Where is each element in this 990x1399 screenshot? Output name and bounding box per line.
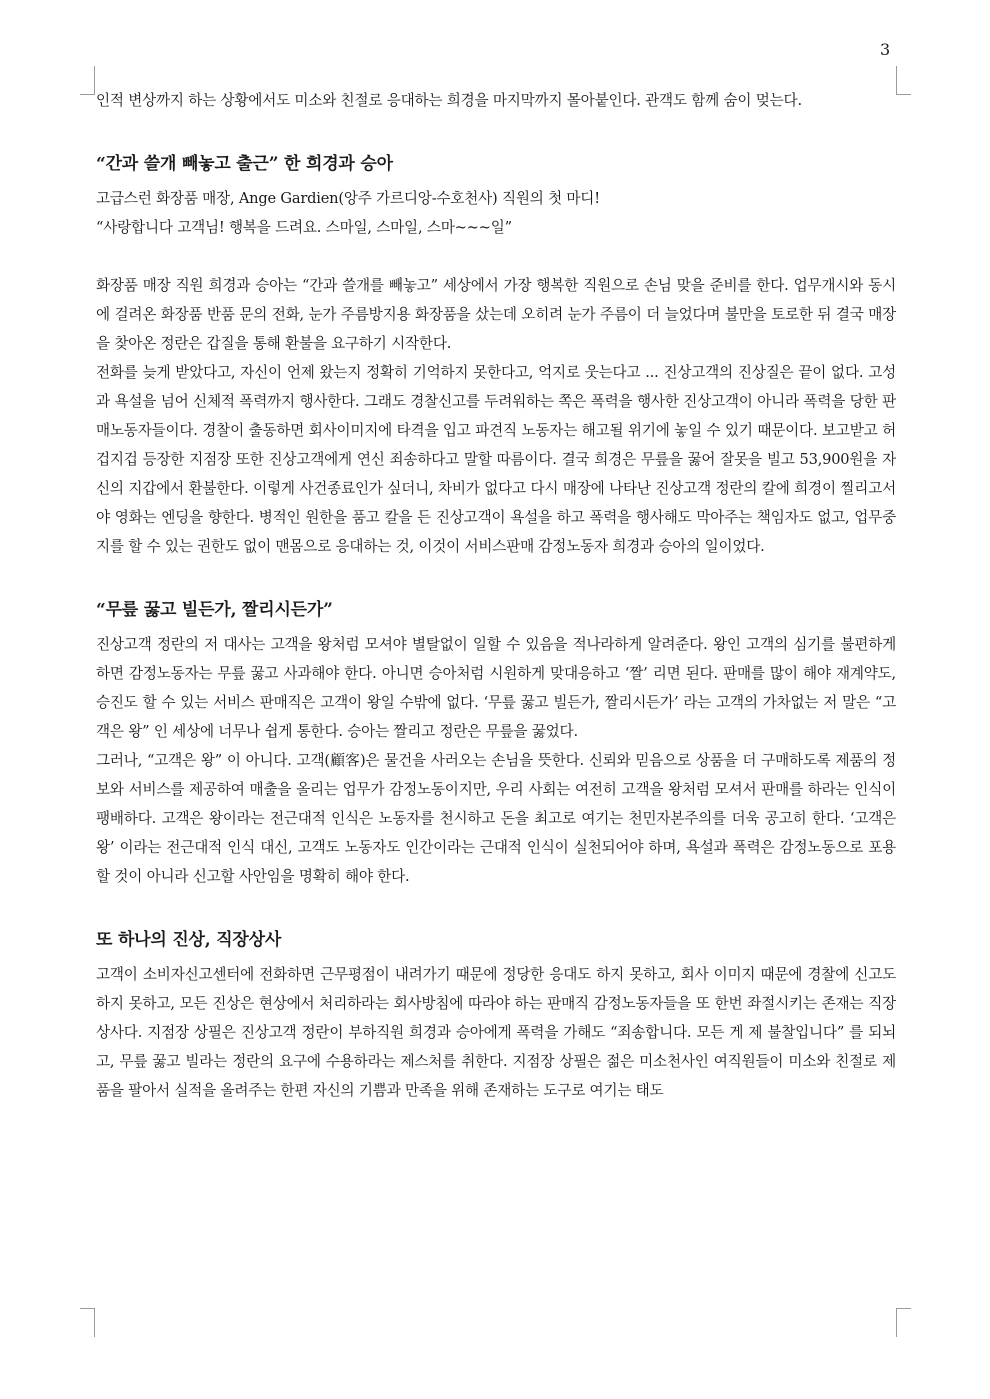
paragraph-spacer bbox=[96, 561, 896, 590]
section-heading: “무릎 꿇고 빌든가, 짤리시든가” bbox=[96, 600, 333, 620]
body-paragraph: 고객이 소비자신고센터에 전화하면 근무평점이 내려가기 때문에 정당한 응대도 하지 못하고, 회사 이미지 때문에 경찰에 신고도 하지 못하고, 모든 진상은 현상에서 처리하라는 회사방침에 따라야 하는 판매직 감정노동자들을 또 한번 좌절시키는 존재는 직장상사다. 지점장 상필은 진상고객 정란이 부하직원 희경과 승아에게 폭력을 가해도 “죄송합니다. 모든 게 제 불찰입니다” 를 되뇌고, 무릎 꿇고 빌라는 정란의 요구에 수용하라는 제스처를 취한다. 지점장 상필은 젊은 미소천사인 여직원들이 미소와 친절로 제품을 팔아서 실적을 올려주는 한편 자신의 기쁨과 만족을 위해 존재하는 도구로 여기는 태도 bbox=[96, 966, 896, 1099]
document-body bbox=[96, 86, 896, 1105]
crop-mark-bottom-right bbox=[896, 1308, 911, 1337]
paragraph-spacer bbox=[96, 115, 896, 144]
body-paragraph: 그러나, “고객은 왕” 이 아니다. 고객(顧客)은 물건을 사러오는 손님을 뜻한다. 신뢰와 믿음으로 상품을 더 구매하도록 제품의 정보와 서비스를 제공하여 매출을 올리는 업무가 감정노동이지만, 우리 사회는 여전히 고객을 왕처럼 모셔서 판매를 하라는 인식이 팽배하다. 고객은 왕이라는 전근대적 인식은 노동자를 천시하고 돈을 최고로 여기는 천민자본주의를 더욱 공고히 한다. ‘고객은 왕’ 이라는 전근대적 인식 대신, 고객도 노동자도 인간이라는 근대적 인식이 실천되어야 하며, 욕설과 폭력은 감정노동으로 포용할 것이 아니라 신고할 사안임을 명확히 해야 한다. bbox=[96, 752, 896, 885]
page-number: 3 bbox=[880, 40, 891, 59]
crop-mark-top-right bbox=[896, 66, 911, 95]
paragraph-spacer bbox=[96, 242, 896, 271]
body-paragraph: 고급스런 화장품 매장, Ange Gardien(앙주 가르디앙-수호천사) 직원의 첫 마디! bbox=[96, 190, 600, 207]
paragraph-spacer bbox=[96, 891, 896, 920]
section-heading: 또 하나의 진상, 직장상사 bbox=[96, 930, 282, 950]
section-heading: “간과 쓸개 빼놓고 출근” 한 희경과 승아 bbox=[96, 154, 393, 174]
body-paragraph: “사랑합니다 고객님! 행복을 드려요. 스마일, 스마일, 스마~~~일” bbox=[96, 219, 512, 236]
body-paragraph: 화장품 매장 직원 희경과 승아는 “간과 쓸개를 빼놓고” 세상에서 가장 행복한 직원으로 손님 맞을 준비를 한다. 업무개시와 동시에 걸려온 화장품 반품 문의 전화, 눈가 주름방지용 화장품을 샀는데 오히려 눈가 주름이 더 늘었다며 불만을 토로한 뒤 결국 매장을 찾아온 정란은 갑질을 통해 환불을 요구하기 시작한다. bbox=[96, 277, 896, 352]
body-paragraph: 인적 변상까지 하는 상황에서도 미소와 친절로 응대하는 희경을 마지막까지 몰아붙인다. 관객도 함께 숨이 멎는다. bbox=[96, 92, 802, 109]
crop-mark-bottom-left bbox=[80, 1308, 95, 1337]
crop-mark-top-left bbox=[80, 66, 95, 95]
body-paragraph: 진상고객 정란의 저 대사는 고객을 왕처럼 모셔야 별탈없이 일할 수 있음을 적나라하게 알려준다. 왕인 고객의 심기를 불편하게 하면 감정노동자는 무릎 꿇고 사과해야 한다. 아니면 승아처럼 시원하게 맞대응하고 ‘짤’ 리면 된다. 판매를 많이 해야 재계약도, 승진도 할 수 있는 서비스 판매직은 고객이 왕일 수밖에 없다. ‘무릎 꿇고 빌든가, 짤리시든가’ 라는 고객의 가차없는 저 말은 “고객은 왕” 인 세상에 너무나 쉽게 통한다. 승아는 짤리고 정란은 무릎을 꿇었다. bbox=[96, 636, 896, 740]
body-paragraph: 전화를 늦게 받았다고, 자신이 언제 왔는지 정확히 기억하지 못한다고, 억지로 웃는다고 ... 진상고객의 진상질은 끝이 없다. 고성과 욕설을 넘어 신체적 폭력까지 행사한다. 그래도 경찰신고를 두려워하는 쪽은 폭력을 행사한 진상고객이 아니라 폭력을 당한 판매노동자들이다. 경찰이 출동하면 회사이미지에 타격을 입고 파견직 노동자는 해고될 위기에 놓일 수 있기 때문이다. 보고받고 허겁지겁 등장한 지점장 또한 진상고객에게 연신 죄송하다고 말할 따름이다. 결국 희경은 무릎을 꿇어 잘못을 빌고 53,900원을 자신의 지갑에서 환불한다. 이렇게 사건종료인가 싶더니, 차비가 없다고 다시 매장에 나타난 진상고객 정란의 칼에 희경이 찔리고서야 영화는 엔딩을 향한다. 병적인 원한을 품고 칼을 든 진상고객이 욕설을 하고 폭력을 행사해도 막아주는 책임자도 없고, 업무중지를 할 수 있는 권한도 없이 맨몸으로 응대하는 것, 이것이 서비스판매 감정노동자 희경과 승아의 일이었다. bbox=[96, 364, 896, 555]
